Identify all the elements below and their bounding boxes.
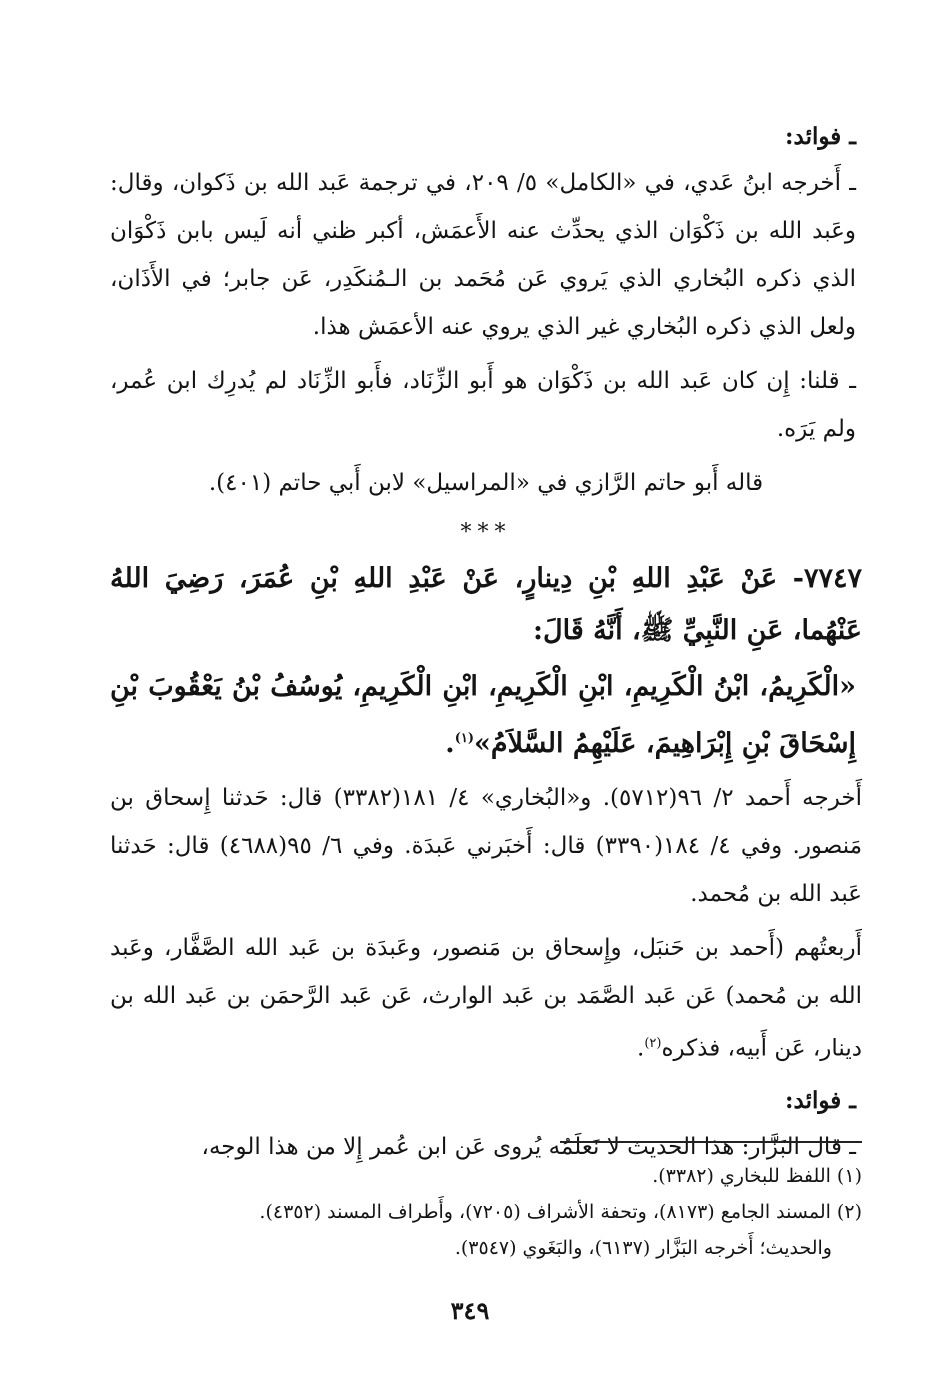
section-separator: *** xyxy=(460,520,512,545)
footnote: (٢) المسند الجامع (٨١٧٣)، وتحفة الأشراف (٧٢٠٥)، وأَطراف المسند (٤٣٥٢). xyxy=(259,1201,862,1223)
footnote-ref: (٢) xyxy=(644,1036,662,1051)
fawaid-heading: ـ فوائد: xyxy=(785,1086,856,1114)
commentary-paragraph: ـ قلنا: إِن كان عَبد الله بن ذَكْوَان هو أَبو الزِّنَاد، فأَبو الزِّنَاد لم يُدرِك ابن عُمر، ولم يَرَه. xyxy=(110,368,856,442)
page-number: ٣٤٩ xyxy=(450,1296,490,1325)
hadith-matn xyxy=(110,661,862,770)
footnote-ref: (١) xyxy=(454,731,474,746)
punctuation: . xyxy=(445,728,455,759)
takhrij-text: أَربعتُهم (أَحمد بن حَنبَل، وإِسحاق بن مَنصور، وعَبدَة بن عَبد الله الصَّفَّار، وعَبد الله بن مُحمد) عَن عَبد الصَّمَد بن عَبد الوارث، عَن عَبد الرَّحمَن بن عَبد الله بن دينار، عَن أَبيه، فذكره xyxy=(110,935,862,1062)
takhrij-paragraph xyxy=(110,924,862,1073)
footnote-divider xyxy=(560,1141,862,1143)
fawaid-heading: ـ فوائد: xyxy=(785,123,856,150)
hadith-matn-text: «الْكَرِيمُ، ابْنُ الْكَرِيمِ، ابْنِ الْكَرِيمِ، ابْنِ الْكَرِيمِ، يُوسُفُ بْنُ يَعْقُوبَ بْنِ إِسْحَاقَ بْنِ إِبْرَاهِيمَ، عَلَيْهِمُ السَّلاَمُ» xyxy=(110,671,856,759)
footnote: (١) اللفظ للبخاري (٣٣٨٢). xyxy=(652,1165,862,1187)
hadith-isnad: ٧٧٤٧- عَنْ عَبْدِ اللهِ بْنِ دِينارٍ، عَنْ عَبْدِ اللهِ بْنِ عُمَرَ، رَضِيَ اللهُ عَنْهُما، عَنِ النَّبِيِّ ﷺ، أَنَّهُ قَالَ: xyxy=(110,563,862,646)
commentary-paragraph: ـ أَخرجه ابنُ عَدي، في «الكامل» ٥/ ٢٠٩، في ترجمة عَبد الله بن ذَكوان، وقال: وعَبد الله بن ذَكْوَان الذي يحدِّث عنه الأَعمَش، أكبر ظني أنه لَيس بابن ذَكْوَان الذي ذكره البُخاري الذي يَروي عَن مُحَمد بن الـمُنكَدِر، عَن جابر؛ في الأَذَان، ولعل الذي ذكره البُخاري غير الذي يروي عنه الأعمَش هذا. xyxy=(110,170,856,340)
footnote-continuation: والحديث؛ أَخرجه البَزَّار (٦١٣٧)، والبَغَوي (٣٥٤٧). xyxy=(454,1237,832,1259)
main-text xyxy=(110,115,862,1177)
commentary-paragraph: ـ قال البَزَّار: هذا الحديث لا نَعلَمُه يُروى عَن ابن عُمر إِلا من هذا الوجه، xyxy=(201,1133,856,1160)
takhrij-paragraph: أَخرجه أَحمد ٢/ ٩٦(٥٧١٢). و«البُخاري» ٤/ ١٨١(٣٣٨٢) قال: حَدثنا إِسحاق بن مَنصور. وفي ٤/ ١٨٤(٣٣٩٠) قال: أَخبَرني عَبدَة. وفي ٦/ ٩٥(٤٦٨٨) قال: حَدثنا عَبد الله بن مُحمد. xyxy=(110,785,863,907)
citation-line: قاله أَبو حاتم الرَّازي في «المراسيل» لابن أَبي حاتم (٤٠١). xyxy=(208,470,764,496)
punctuation: . xyxy=(637,1035,645,1062)
footnotes xyxy=(110,1158,862,1266)
